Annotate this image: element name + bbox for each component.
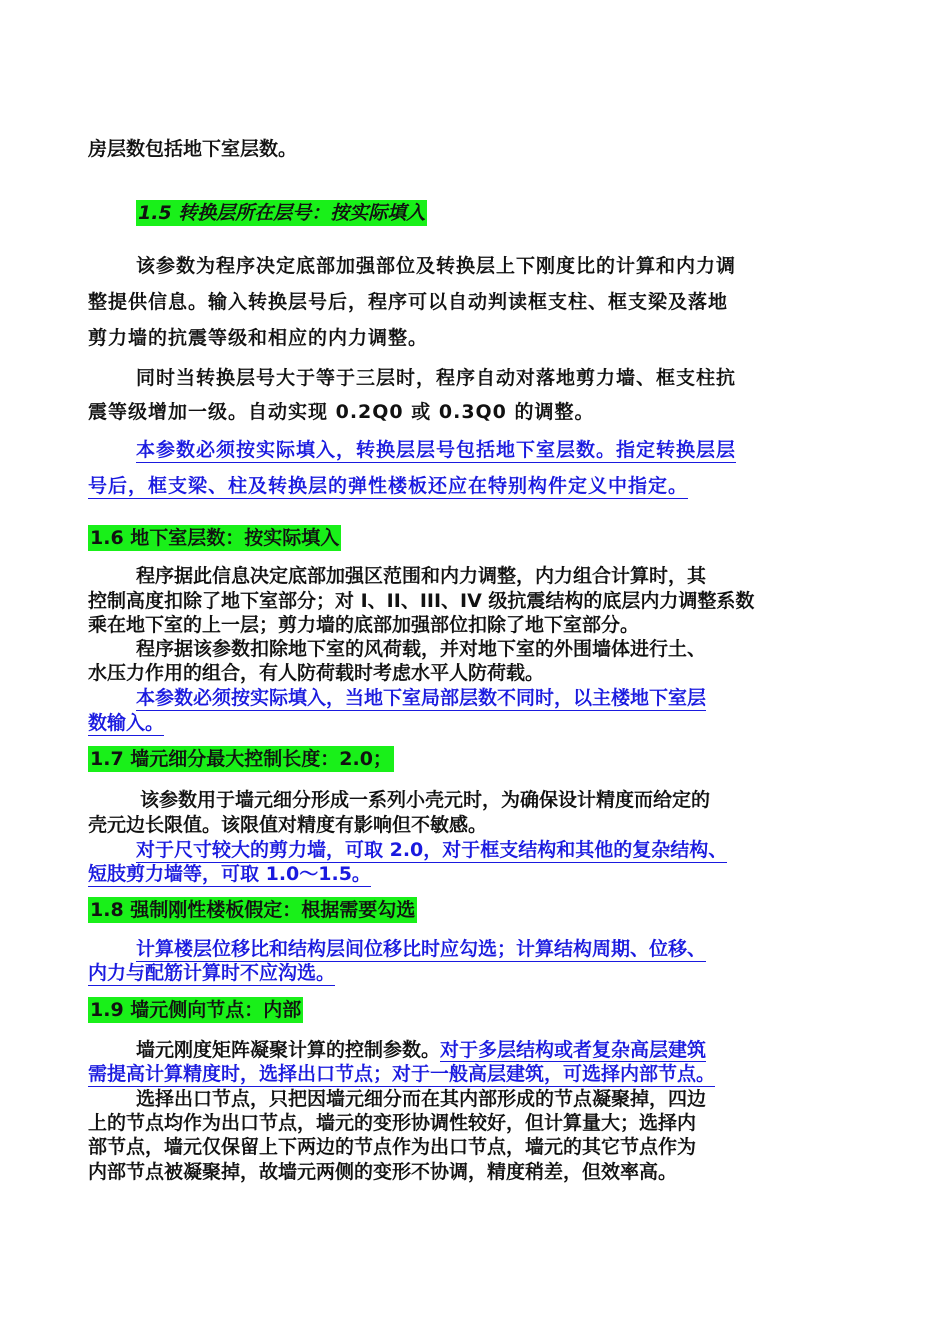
s17-p1-line1: 该参数用于墙元细分形成一系列小壳元时，为确保设计精度而给定的 (140, 789, 711, 811)
s18-note-line2: 内力与配筋计算时不应沟选。 (88, 962, 336, 984)
s17-p1-line2: 壳元边长限值。该限值对精度有影响但不敏感。 (88, 814, 488, 836)
s19-p2-line3: 部节点，墙元仅保留上下两边的节点作为出口节点，墙元的其它节点作为 (88, 1136, 697, 1158)
s16-note-line1: 本参数必须按实际填入，当地下室局部层数不同时，以主楼地下室层 (136, 687, 707, 709)
intro-text: 房层数包括地下室层数。 (88, 138, 298, 160)
s17-note-line2: 短肢剪力墙等，可取 1.0～1.5。 (88, 863, 371, 885)
s16-p1-line1: 程序据此信息决定底部加强区范围和内力调整，内力组合计算时，其 (136, 565, 707, 587)
s19-p1-text: 墙元刚度矩阵凝聚计算的控制参数。 (136, 1039, 441, 1061)
s15-p2-line1: 同时当转换层号大于等于三层时，程序自动对落地剪力墙、框支柱抗 (136, 367, 737, 389)
s15-p2-line2: 震等级增加一级。自动实现 0.2Q0 或 0.3Q0 的调整。 (88, 401, 595, 423)
s19-p1-line2: 需提高计算精度时，选择出口节点；对于一般高层建筑，可选择内部节点。 (88, 1063, 716, 1085)
s16-p1-line3: 乘在地下室的上一层；剪力墙的底部加强部位扣除了地下室部分。 (88, 614, 640, 636)
heading-1-7: 1.7 墙元细分最大控制长度：2.0； (90, 748, 392, 770)
s15-note-line2: 号后，框支梁、柱及转换层的弹性楼板还应在特别构件定义中指定。 (88, 475, 689, 497)
s19-p2-line1: 选择出口节点，只把因墙元细分而在其内部形成的节点凝聚掉，四边 (136, 1088, 707, 1110)
s19-p2-line2: 上的节点均作为出口节点，墙元的变形协调性较好，但计算量大；选择内 (88, 1112, 697, 1134)
heading-1-5: 1.5 转换层所在层号：按实际填入 (138, 202, 426, 224)
s15-p1-line3: 剪力墙的抗震等级和相应的内力调整。 (88, 327, 429, 349)
heading-1-6: 1.6 地下室层数：按实际填入 (90, 527, 340, 549)
heading-1-9: 1.9 墙元侧向节点：内部 (90, 999, 302, 1021)
s19-p2-line4: 内部节点被凝聚掉，故墙元两侧的变形不协调，精度稍差，但效率高。 (88, 1161, 678, 1183)
s18-note-line1: 计算楼层位移比和结构层间位移比时应勾选；计算结构周期、位移、 (136, 938, 707, 960)
s16-p1-line2: 控制高度扣除了地下室部分；对 I、II、III、IV 级抗震结构的底层内力调整系数 (88, 590, 755, 612)
s19-p1-note: 对于多层结构或者复杂高层建筑 (440, 1039, 707, 1061)
s15-note-line1: 本参数必须按实际填入，转换层层号包括地下室层数。指定转换层层 (136, 439, 737, 461)
s19-p1-line1 (136, 1038, 706, 1062)
s16-p2-line2: 水压力作用的组合，有人防荷载时考虑水平人防荷载。 (88, 662, 545, 684)
s17-note-line1: 对于尺寸较大的剪力墙，可取 2.0，对于框支结构和其他的复杂结构、 (136, 839, 728, 861)
s16-p2-line1: 程序据该参数扣除地下室的风荷载，并对地下室的外围墙体进行土、 (136, 638, 707, 660)
heading-1-8: 1.8 强制刚性楼板假定：根据需要勾选 (90, 899, 416, 921)
s16-note-line2: 数输入。 (88, 712, 165, 734)
s15-p1-line2: 整提供信息。输入转换层号后，程序可以自动判读框支柱、框支梁及落地 (88, 291, 729, 313)
s15-p1-line1: 该参数为程序决定底部加强部位及转换层上下刚度比的计算和内力调 (136, 255, 737, 277)
